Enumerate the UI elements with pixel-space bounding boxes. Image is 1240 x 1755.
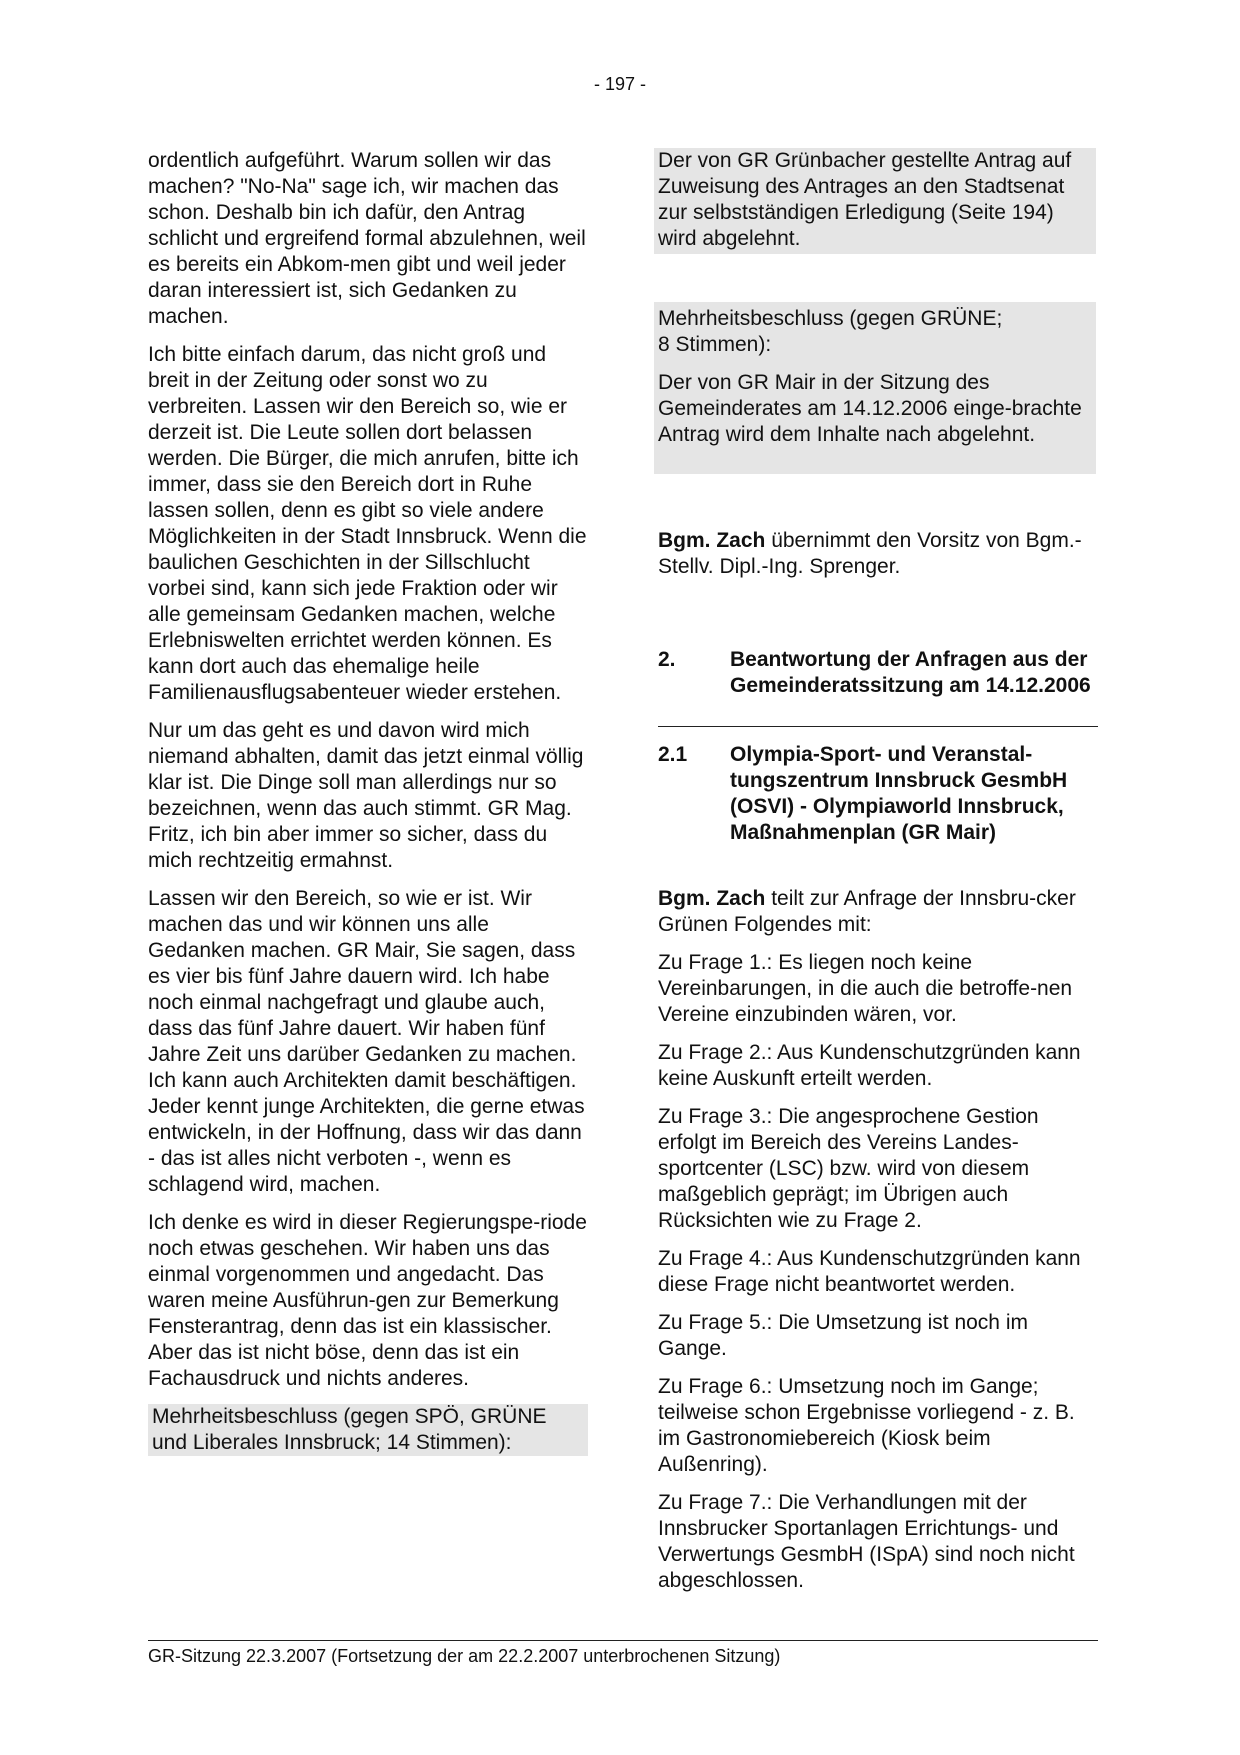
rejection-block-1: [658, 148, 1092, 252]
resolution-line: 8 Stimmen):: [658, 333, 772, 356]
paragraph: Nur um das geht es und davon wird mich niemand abhalten, damit das jetzt einmal völlig klar ist. Die Dinge soll man allerdings nur so bezeichnen, wenn das auch stimmt. GR Mag. Fritz, ich bin aber immer so sicher, dass du mich rechtzeitig ermahnst.: [148, 719, 584, 872]
answers: [658, 886, 1092, 1606]
paragraph: Ich bitte einfach darum, das nicht groß und breit in der Zeitung oder sonst wo zu verbreiten. Lassen wir den Bereich so, wie er derzeit ist. Die Leute sollen dort belassen werden. Die Bürger, die mich anrufen, bitte ich immer, dass sie den Bereich dort in Ruhe lassen sollen, denn es gibt so viele andere Möglichkeiten in der Stadt Innsbruck. Wenn die baulichen Geschichten in der Sillschlucht vorbei sind, kann sich jede Fraktion oder wir alle gemeinsam Gedanken machen, welche Erlebniswelten errichtet werden können. Es kann dort auch das ehemalige heile Familienausflugsabenteuer wieder erstehen.: [148, 343, 587, 704]
rejection-text: Der von GR Grünbacher gestellte Antrag auf Zuweisung des Antrages an den Stadtsenat zur selbstständigen Erledigung (Seite 194) wird abgelehnt.: [658, 149, 1072, 250]
speaker-name: Bgm. Zach: [658, 529, 766, 552]
answer-item: Zu Frage 7.: Die Verhandlungen mit der Innsbrucker Sportanlagen Errichtungs- und Verwertungs GesmbH (ISpA) sind noch nicht abgeschlossen.: [658, 1491, 1075, 1592]
answer-item: Zu Frage 6.: Umsetzung noch im Gange; teilweise schon Ergebnisse vorliegend - z. B. im Gastronomiebereich (Kiosk beim Außenring).: [658, 1375, 1075, 1476]
chair-change-text: übernimmt den Vorsitz von Bgm.-Stellv. Dipl.-Ing. Sprenger.: [658, 529, 1082, 578]
section-heading-2: [658, 647, 1094, 699]
chair-change: [658, 528, 1092, 580]
section-divider: [658, 726, 1098, 727]
footer-divider: [148, 1640, 1098, 1641]
answer-item: Zu Frage 3.: Die angesprochene Gestion erfolgt im Bereich des Vereins Landes-sportcenter (LSC) bzw. wird von diesem maßgeblich geprägt; im Übrigen auch Rücksichten wie zu Frage 2.: [658, 1105, 1039, 1232]
section-number: 2.: [658, 648, 676, 671]
section-title: Olympia-Sport- und Veranstal-tungszentrum Innsbruck GesmbH (OSVI) - Olympiaworld Innsbruck, Maßnahmenplan (GR Mair): [730, 743, 1068, 844]
paragraph: ordentlich aufgeführt. Warum sollen wir das machen? "No-Na" sage ich, wir machen das schon. Deshalb bin ich dafür, den Antrag schlicht und ergreifend formal abzulehnen, weil es bereits ein Abkom-men gibt und weil jeder daran interessiert ist, sich Gedanken zu machen.: [148, 149, 586, 328]
resolution-line: Mehrheitsbeschluss (gegen GRÜNE;: [658, 307, 1003, 330]
left-column: [148, 148, 588, 1468]
section-title: Beantwortung der Anfragen aus der Gemeinderatssitzung am 14.12.2006: [730, 648, 1091, 697]
answer-item: Zu Frage 5.: Die Umsetzung ist noch im Gange.: [658, 1311, 1028, 1360]
rejection-text: Der von GR Mair in der Sitzung des Gemeinderates am 14.12.2006 einge-brachte Antrag wird dem Inhalte nach abgelehnt.: [658, 371, 1082, 446]
paragraph: Lassen wir den Bereich, so wie er ist. Wir machen das und wir können uns alle Gedanken machen. GR Mair, Sie sagen, dass es vier bis fünf Jahre dauern wird. Ich habe noch einmal nachgefragt und glaube auch, dass das fünf Jahre dauert. Wir haben fünf Jahre Zeit uns darüber Gedanken zu machen. Ich kann auch Architekten damit beschäftigen. Jeder kennt junge Architekten, die gerne etwas entwickeln, in der Hoffnung, dass wir das dann - das ist alles nicht verboten -, wenn es schlagend wird, machen.: [148, 887, 585, 1196]
section-number: 2.1: [658, 743, 688, 766]
rejection-block-2: [658, 306, 1092, 448]
resolution-note: Mehrheitsbeschluss (gegen SPÖ, GRÜNE und Liberales Innsbruck; 14 Stimmen):: [148, 1404, 588, 1456]
section-heading-2-1: [658, 742, 1094, 846]
paragraph: Ich denke es wird in dieser Regierungspe-riode noch etwas geschehen. Wir haben uns das einmal vorgenommen und angedacht. Das waren meine Ausführun-gen zur Bemerkung Fensterantrag, denn das ist ein klassischer. Aber das ist nicht böse, denn das ist ein Fachausdruck und nichts anderes.: [148, 1211, 587, 1390]
answer-item: Zu Frage 2.: Aus Kundenschutzgründen kann keine Auskunft erteilt werden.: [658, 1041, 1081, 1090]
answer-intro: teilt zur Anfrage der Innsbru-cker Grünen Folgendes mit:: [658, 887, 1076, 936]
answer-item: Zu Frage 4.: Aus Kundenschutzgründen kann diese Frage nicht beantwortet werden.: [658, 1247, 1081, 1296]
answer-item: Zu Frage 1.: Es liegen noch keine Vereinbarungen, in die auch die betroffe-nen Vereine einzubinden wären, vor.: [658, 951, 1073, 1026]
page-number: - 197 -: [593, 74, 647, 94]
footer: GR-Sitzung 22.3.2007 (Fortsetzung der am 22.2.2007 unterbrochenen Sitzung): [148, 1646, 781, 1666]
speaker-name: Bgm. Zach: [658, 887, 766, 910]
